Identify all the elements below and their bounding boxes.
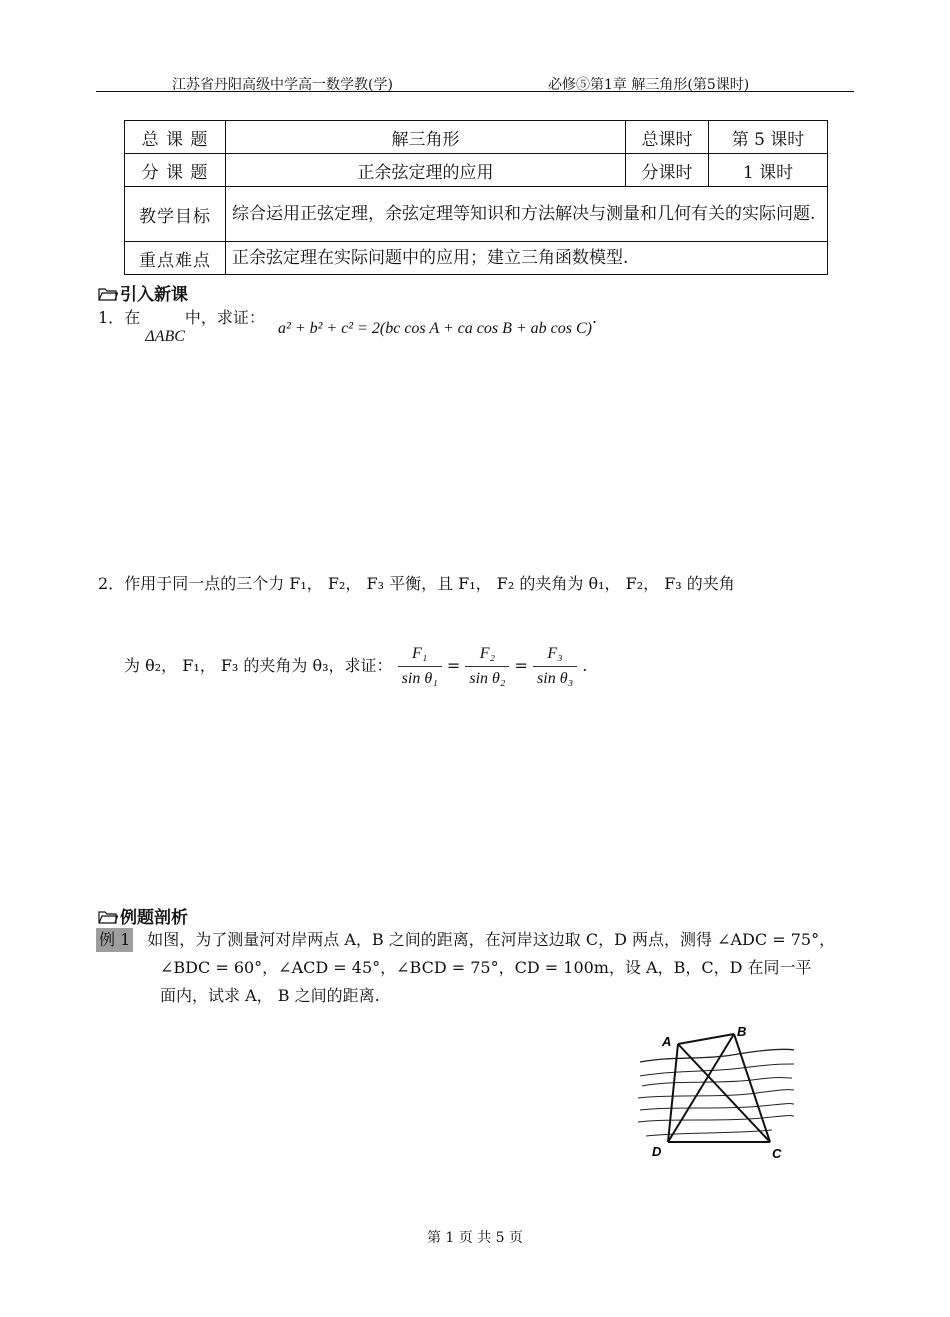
total-periods-label: 总课时 xyxy=(626,121,709,154)
key-points-value: 正余弦定理在实际问题中的应用；建立三角函数模型. xyxy=(226,242,828,275)
folder-icon xyxy=(98,287,118,301)
fraction-3 xyxy=(533,642,577,691)
problem-1-number: 1． xyxy=(98,308,125,327)
page-footer: 第 1 页 共 5 页 xyxy=(426,1230,524,1246)
point-b-label: B xyxy=(737,1024,747,1039)
key-points-label: 重点难点 xyxy=(125,242,226,275)
header-rule xyxy=(96,91,854,92)
table-row xyxy=(125,121,828,154)
objectives-value: 综合运用正弦定理，余弦定理等知识和方法解决与测量和几何有关的实际问题. xyxy=(226,187,828,242)
triangle-abc: ΔABC xyxy=(145,328,185,345)
example-1-text-2: ∠BDC = 60°，∠ACD = 45°，∠BCD = 75°，CD = 100m，设 A，B，C，D 在同一平 xyxy=(160,958,812,977)
problem-1-text-b: 中，求证： xyxy=(184,308,265,327)
fraction-2-numerator: F₂ xyxy=(465,642,509,667)
problem-1-formula: a² + b² + c² = 2(bc cos A + ca cos B + ab cos C) xyxy=(278,320,592,337)
river-measurement-figure xyxy=(632,1020,802,1165)
problem-1-text-a: 在 xyxy=(124,308,141,327)
lesson-info-table xyxy=(124,120,828,275)
river-line xyxy=(640,1064,794,1076)
problem-2-end: . xyxy=(582,656,588,675)
fraction-2-denominator: sin θ₂ xyxy=(469,670,506,687)
section-intro xyxy=(98,280,188,305)
example-1-text-1: 如图，为了测量河对岸两点 A，B 之间的距离，在河岸这边取 C，D 两点，测得 ∠ADC = 75°， xyxy=(147,930,836,949)
equals-2: = xyxy=(514,656,528,675)
problem-2-number: 2． xyxy=(98,574,125,593)
problem-2-text-1: 作用于同一点的三个力 F₁， F₂， F₃ 平衡，且 F₁， F₂ 的夹角为 θ₁， F₂， F₃ 的夹角 xyxy=(124,574,735,593)
section-examples-title: 例题剖析 xyxy=(120,908,188,928)
point-a-label: A xyxy=(662,1034,672,1049)
river-line xyxy=(640,1104,794,1111)
problem-2-line-1 xyxy=(98,572,858,596)
table-row xyxy=(125,154,828,187)
fraction-1-denominator: sin θ₁ xyxy=(401,670,438,687)
fraction-2 xyxy=(465,642,509,691)
section-intro-title: 引入新课 xyxy=(120,285,188,305)
river-line xyxy=(638,1090,794,1098)
point-d-label: D xyxy=(652,1144,662,1159)
river-line xyxy=(638,1116,794,1123)
sub-topic-label: 分 课 题 xyxy=(125,154,226,187)
objectives-label: 教学目标 xyxy=(125,187,226,242)
main-topic-value: 解三角形 xyxy=(226,121,626,154)
fraction-3-denominator: sin θ₃ xyxy=(537,670,574,687)
table-row xyxy=(125,242,828,275)
problem-2-line-2 xyxy=(124,642,864,691)
segment-ab xyxy=(678,1034,734,1044)
problem-1-end: . xyxy=(591,308,598,327)
fraction-3-numerator: F₃ xyxy=(533,642,577,667)
fraction-1-numerator: F₁ xyxy=(398,642,442,667)
fraction-1 xyxy=(398,642,442,691)
main-topic-label: 总 课 题 xyxy=(125,121,226,154)
total-periods-value: 第 5 课时 xyxy=(709,121,828,154)
example-1-line-1 xyxy=(96,928,866,952)
sub-periods-value: 1 课时 xyxy=(709,154,828,187)
table-row xyxy=(125,187,828,242)
equals-1: = xyxy=(446,656,461,675)
sub-periods-label: 分课时 xyxy=(626,154,709,187)
point-c-label: C xyxy=(772,1146,782,1161)
header-right: 必修⑤第1章 解三角形(第5课时) xyxy=(548,77,750,93)
header-left: 江苏省丹阳高级中学高一数学教(学) xyxy=(172,77,393,93)
problem-2-text-2: 为 θ₂， F₁， F₃ 的夹角为 θ₃，求证： xyxy=(124,656,393,675)
sub-topic-value: 正余弦定理的应用 xyxy=(226,154,626,187)
river-line xyxy=(646,1130,772,1136)
problem-1 xyxy=(98,306,858,345)
folder-icon xyxy=(98,910,118,924)
section-examples xyxy=(98,903,188,928)
example-1-label: 例 1 xyxy=(96,928,133,952)
example-1-text-3: 面内，试求 A， B 之间的距离. xyxy=(160,986,380,1005)
